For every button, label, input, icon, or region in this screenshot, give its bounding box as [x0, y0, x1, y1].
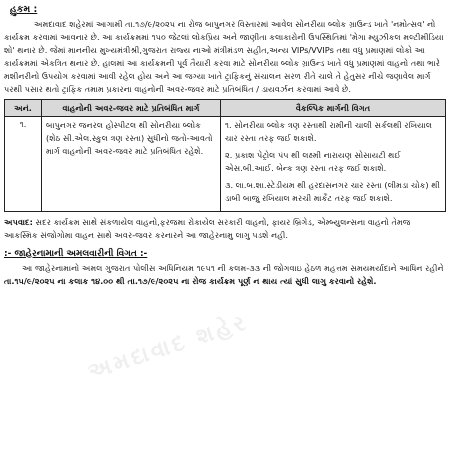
enforcement-paragraph	[4, 262, 446, 288]
enforcement-text: આ જાહેરનામાનો અમલ ગુજરાત પોલીસ અધિનિયમ ૧૯૫૧ ની કલમ-૩૩ ની જોગવાઇ હેઠળ મહત્તમ સમયમર્યાદાને આધિન રહીને	[22, 262, 444, 273]
alternative-route-3: ૩. લા.બ.શા.સ્ટેડીયમ થી હરદાસનગર ચાર રસ્તા (લીમડા ચોક) થી ડાબી બાજુ રખિયાલ મરચી માર્કેટ તરફ જઈ શકાશે.	[225, 179, 440, 203]
header-restricted-route: વાહનોની અવર-જવર માટે પ્રતિબંધિત માર્ગ	[42, 99, 221, 116]
enforcement-dates: તા.૧૫/૯/૨૦૨૫ ના કલાક ૧૪.૦૦ થી તા.૧૭/૯/૨૦૨૫ ના રોજ કાર્યક્રમ પૂર્ણ ન થાય ત્યાં સુધી લાગુ કરવાનો રહેશે.	[4, 275, 377, 286]
header-alternative-route: વૈકલ્પિક માર્ગની વિગત	[221, 99, 446, 116]
section-title: :- જાહેરનામાની અમલવારીની વિગત :-	[4, 248, 148, 259]
watermark: અમદાવાદ શહેર	[85, 309, 252, 386]
table-row	[5, 116, 446, 211]
restricted-route-text: બાપુનગર જનરલ હોસ્પીટલ થી સોનરીયા બ્લોક (શેઠ સી.એલ.સ્કુલ ત્રણ રસ્તા) સુધીનો જતો-આવતો માર્ગ વાહનોની અવર-જવર માટે પ્રતિબંધિત રહેશે.	[42, 116, 221, 211]
route-table	[4, 99, 446, 212]
intro-paragraph	[4, 18, 446, 97]
alternative-routes	[221, 116, 446, 211]
row-serial: ૧.	[5, 116, 42, 211]
exception-label: અપવાદ:	[4, 216, 33, 227]
header-serial: અનં.	[5, 99, 42, 116]
alternative-route-2: ૨. પ્રકાશ પેટ્રોલ પંપ થી લક્ષ્મી નારાયણ સોસાયટી થઈ એસ.બી.આઈ. બેન્ક ત્રણ રસ્તા તરફ જઈ શકાશે.	[225, 149, 401, 173]
alternative-route-1: ૧. સોનરીયા બ્લોક ત્રણ રસ્તાથી રામીની ચાલી સર્કલથી રખિયાલ ચાર રસ્તા તરફ જઈ શકાશે.	[225, 119, 433, 143]
table-header-row	[5, 99, 446, 116]
intro-text: અમદાવાદ શહેરમાં આગામી તા.૧૭/૯/૨૦૨૫ ના રોજ બાપુનગર વિસ્તારમાં આવેલ સોનરીયા બ્લોક ગ્રાઉન્ડ ખાતે 'નમોત્સવ' નો કાર્યક્રમ કરવામાં આવનાર છે. આ કાર્યક્રમમાં ૧૫૦ જેટલાં લોકપ્રિય અને જાણીતા કલાકારોની ઉપસ્થિતિમાં 'મેગા મ્યુઝીકલ મલ્ટીમીડિયા શો' થનાર છે. જેમાં માનનીય મુખ્યમંત્રીશ્રી,ગુજરાત રાજ્ય નાઓ મંત્રીમંડળ સહીત,અન્ય VIPs/VVIPs તથા વધુ પ્રમાણમાં લોકો આ કાર્યક્રમમાં એકત્રિત થનાર છે. હાલમાં આ કાર્યક્રમની પૂર્વ તૈયારી કરવા માટે સોનરીયા બ્લોક ગ્રાઉન્ડ ખાતે વધુ પ્રમાણમાં વાહનો તથા ભારે મશીનરીનો ઉપયોગ કરવામાં આવી રહેલ હોય અને આ જગ્યા ખાતે ટ્રાફિકનું સંચાલન સરળ રીતે ચાલે તે હેતુસર નીચે જણાવેલ માર્ગ પરથી પસાર થતો ટ્રાફિક તમામ પ્રકારના વાહનોની અવર-જવર માટે પ્રતિબંધિત / ડાયવર્ઝન કરવામાં આવે છે.	[4, 19, 444, 95]
exception-text: સદર કાર્યક્રમ સાથે સંકળાયેલ વાહનો,ફરજમા રોકાયેલ સરકારી વાહનો, ફાયર બ્રિગેડ, એમ્બ્યુલન્સના વાહનો તેમજ આકસ્મિક સંજોગોમા વાહન સાથે અવર-જવર કરનારને આ જાહેરનામુ લાગુ પડશે નહી.	[4, 216, 411, 240]
order-heading: હુકમ :	[10, 4, 38, 15]
exception-note	[4, 216, 446, 242]
